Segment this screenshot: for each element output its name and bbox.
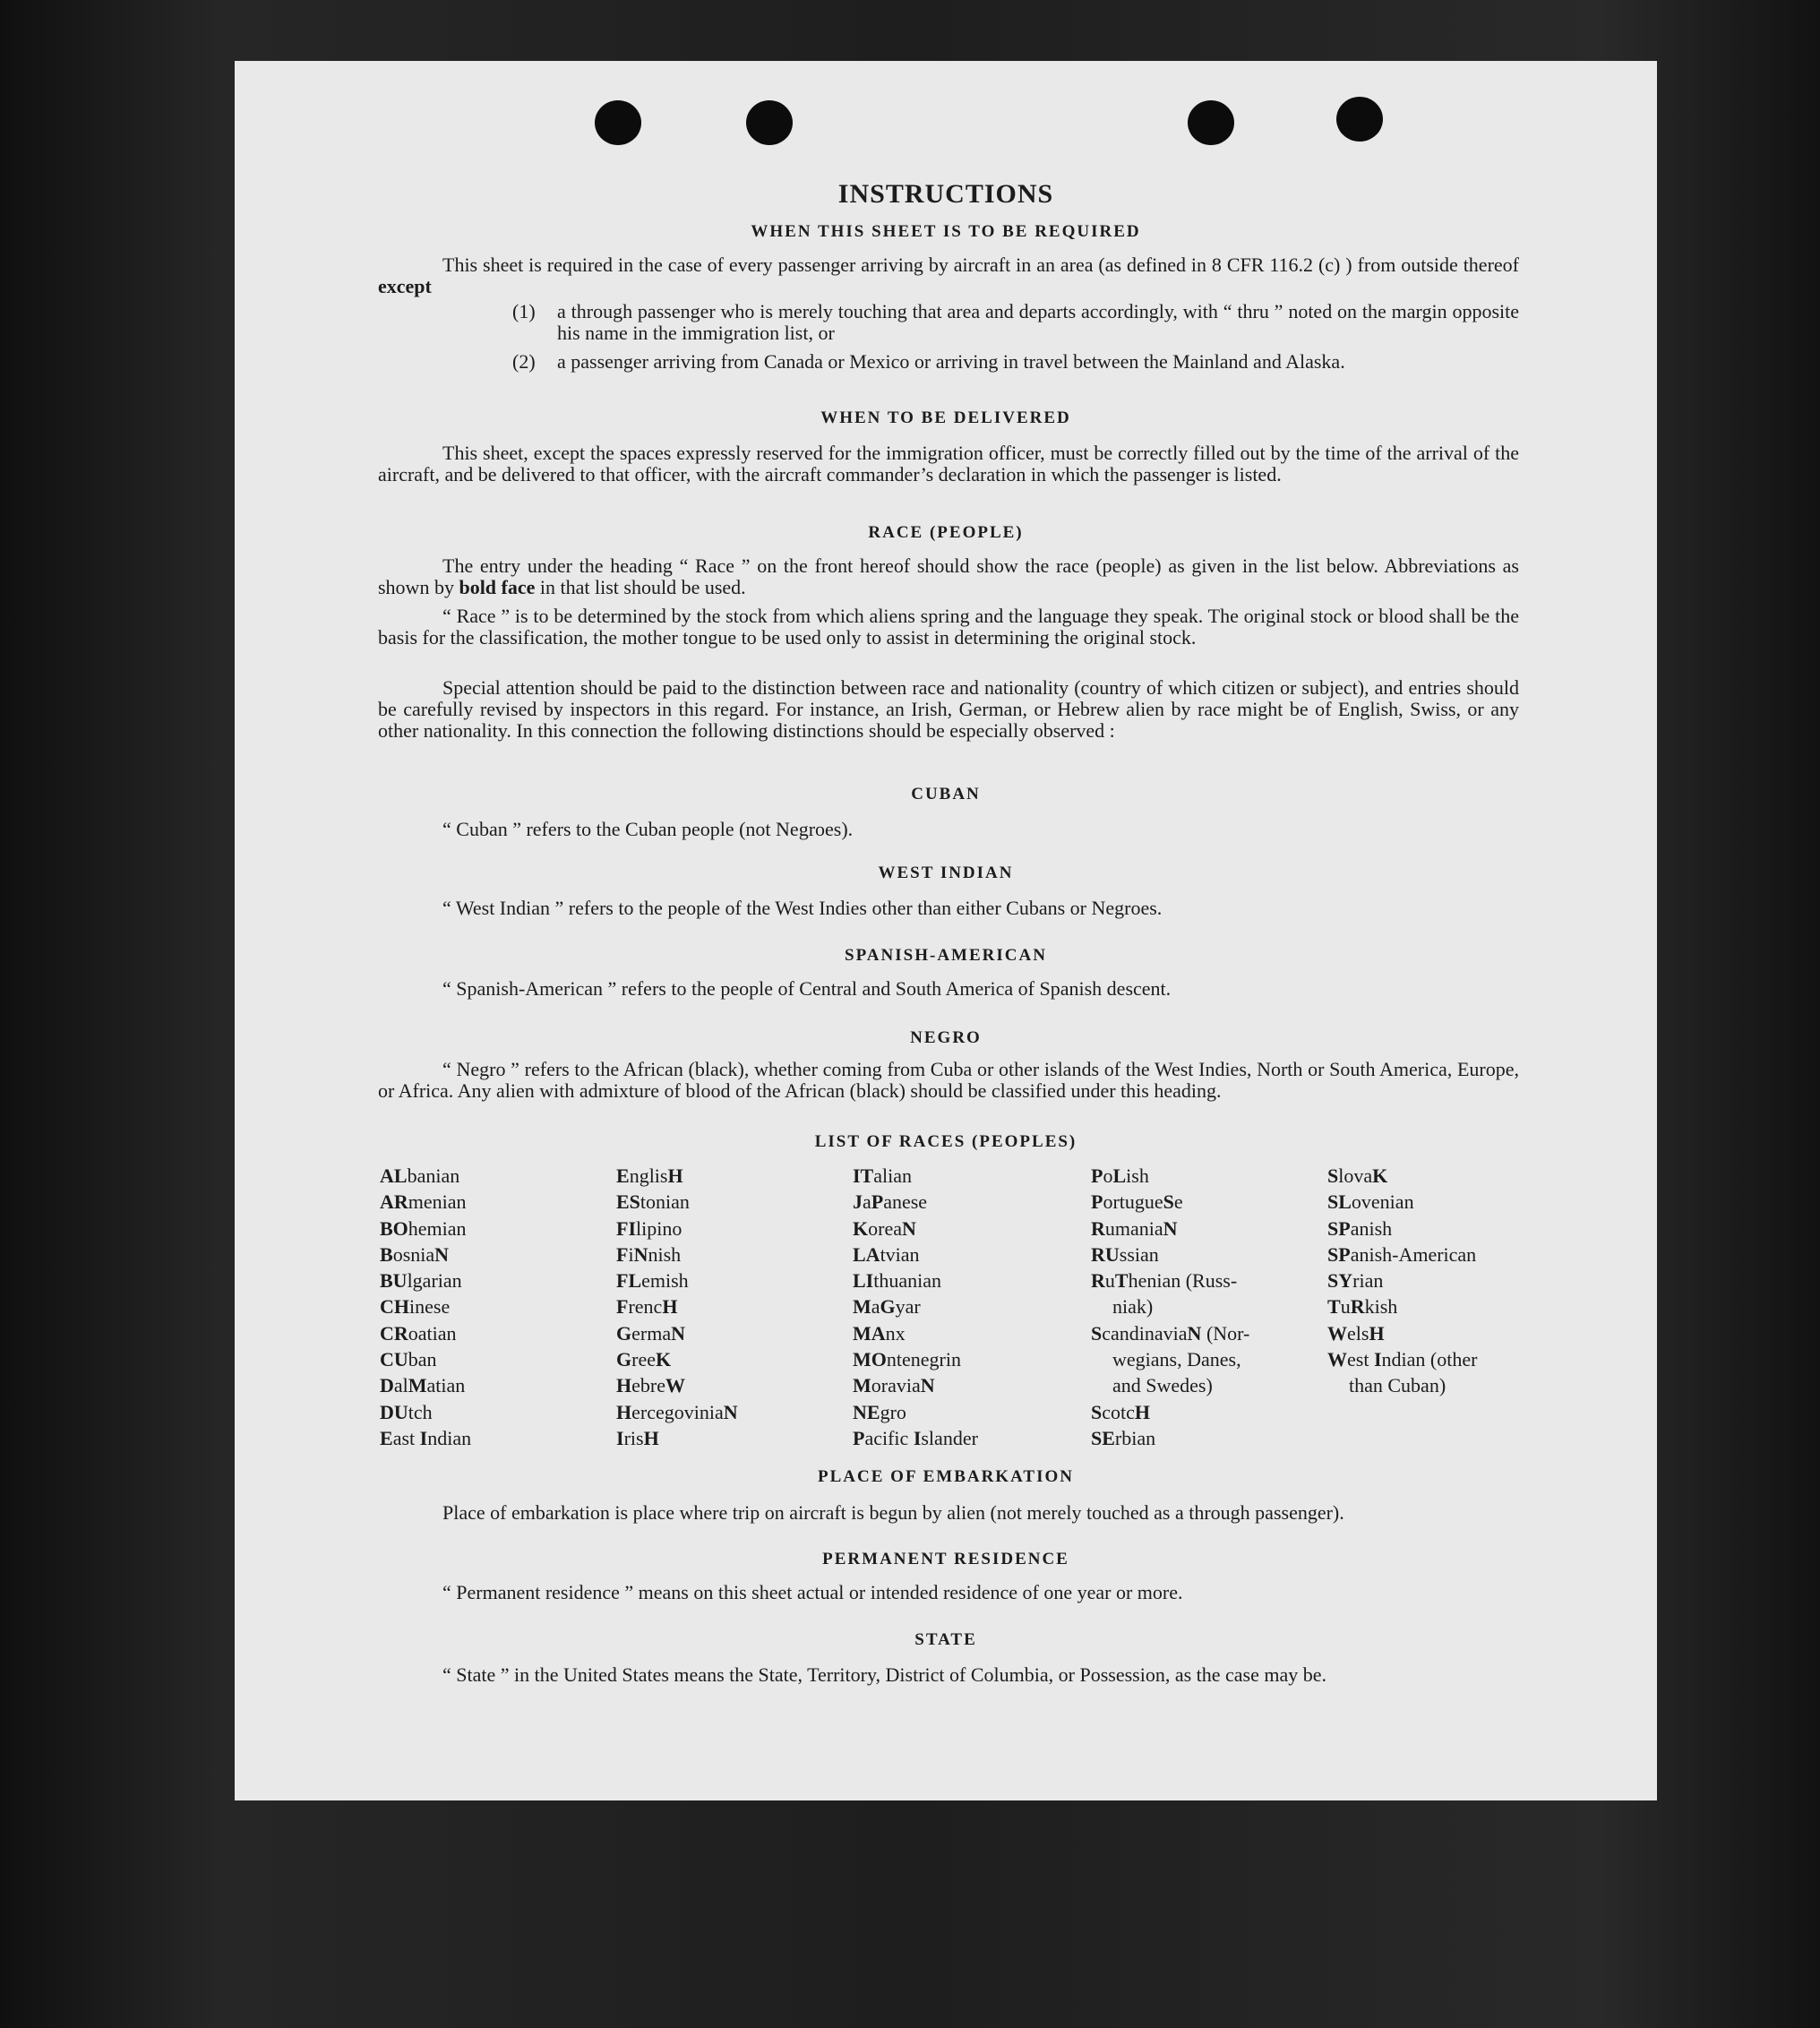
race-entry: ScotcH (1091, 1400, 1151, 1423)
race-entry: HebreW (616, 1374, 685, 1397)
section-heading-state: STATE (914, 1630, 977, 1649)
race-entry: BOhemian (380, 1216, 467, 1240)
list-of-races-heading: LIST OF RACES (PEOPLES) (814, 1132, 1077, 1151)
race-entry: GreeK (616, 1348, 672, 1371)
punch-hole (1336, 97, 1383, 142)
exception-item-1: (1) a through passenger who is merely touching that area and departs accordingly, with “ thru ” noted on the margin opposite his name in the immigration list, or (512, 300, 1519, 344)
race-entry: CHinese (380, 1295, 451, 1319)
race-entry: SlovaK (1327, 1164, 1388, 1187)
race-entry: FIlipino (616, 1216, 682, 1240)
page-title: INSTRUCTIONS (837, 179, 1054, 209)
race-paragraph-1: The entry under the heading “ Race ” on the front hereof should show the race (people) as given in the list below. Abbreviations as shown by bold face in that list should be used. (378, 554, 1519, 598)
races-column-1 (380, 1163, 471, 1451)
race-entry: ALbanian (380, 1164, 460, 1187)
race-entry: than Cuban) (1349, 1374, 1447, 1397)
race-entry: CUban (380, 1348, 437, 1371)
cuban-text: “ Cuban ” refers to the Cuban people (not Negroes). (442, 818, 854, 840)
race-entry: RuThenian (Russ- (1091, 1269, 1238, 1293)
section-heading-spanish-american: SPANISH-AMERICAN (845, 946, 1047, 965)
race-entry: EStonian (616, 1190, 690, 1214)
spanish-american-text: “ Spanish-American ” refers to the people of Central and South America of Spanish descent. (442, 977, 1172, 1000)
required-paragraph: This sheet is required in the case of every passenger arriving by aircraft in an area (as defined in 8 CFR 116.2 (c) ) from outside thereof except (378, 254, 1519, 297)
state-paragraph: “ State ” in the United States means the State, Territory, District of Columbia, or Possession, as the case may be. (442, 1663, 1327, 1686)
races-column-3 (853, 1163, 978, 1451)
race-entry: East Indian (380, 1426, 472, 1449)
race-entry: IrisH (616, 1426, 659, 1449)
residence-text: “ Permanent residence ” means on this sheet actual or intended residence of one year or more. (442, 1581, 1183, 1603)
punch-hole (1188, 100, 1234, 145)
race-entry: LIthuanian (853, 1269, 942, 1293)
races-column-2 (616, 1163, 738, 1451)
race-entry: ARmenian (380, 1190, 467, 1214)
punch-hole (746, 100, 793, 145)
section-heading-negro: NEGRO (910, 1028, 982, 1047)
race-entry: KoreaN (853, 1216, 916, 1240)
race-entry: wegians, Danes, (1112, 1348, 1241, 1371)
race-entry: TuRkish (1327, 1295, 1398, 1319)
race-entry: MoraviaN (853, 1374, 935, 1397)
section-heading-west-indian: WEST INDIAN (878, 864, 1014, 882)
section-heading-embarkation: PLACE OF EMBARKATION (818, 1467, 1074, 1486)
race-entry: FLemish (616, 1269, 689, 1293)
delivered-paragraph: This sheet, except the spaces expressly reserved for the immigration officer, must be correctly filled out by the time of the arrival of the aircraft, and be delivered to that officer, with the aircraft commander’s declaration in which the passenger is listed. (378, 442, 1519, 486)
race-entry: FrencH (616, 1295, 678, 1319)
instruction-sheet (235, 61, 1657, 1800)
race-entry: RumaniaN (1091, 1216, 1178, 1240)
race-entry: DalMatian (380, 1374, 466, 1397)
exception-item-2: (2) a passenger arriving from Canada or Mexico or arriving in travel between the Mainland and Alaska. (512, 350, 1345, 373)
race-paragraph-2: “ Race ” is to be determined by the stock from which aliens spring and the language they speak. The original stock or blood shall be the basis for the classification, the mother tongue to be used only to assist in determining the original stock. (378, 605, 1519, 649)
negro-paragraph: “ Negro ” refers to the African (black), whether coming from Cuba or other islands of the West Indies, North or South America, Europe, or Africa. Any alien with admixture of blood of the African (black) should be classified under this heading. (378, 1058, 1519, 1102)
race-entry: niak) (1112, 1295, 1154, 1319)
race-entry: SErbian (1091, 1426, 1156, 1449)
races-column-5 (1327, 1163, 1477, 1399)
west-indian-text: “ West Indian ” refers to the people of the West Indies other than either Cubans or Negroes. (442, 897, 1163, 919)
race-entry: WelsH (1327, 1321, 1385, 1345)
race-entry: SPanish-American (1327, 1242, 1477, 1266)
race-entry: PortugueSe (1091, 1190, 1183, 1214)
race-entry: MAnx (853, 1321, 906, 1345)
race-entry: SPanish (1327, 1216, 1393, 1240)
race-entry: SYrian (1327, 1269, 1384, 1293)
section-heading-required: WHEN THIS SHEET IS TO BE REQUIRED (751, 222, 1141, 241)
section-heading-cuban: CUBAN (911, 785, 981, 803)
embarkation-paragraph: Place of embarkation is place where trip on aircraft is begun by alien (not merely touched as a through passenger). (442, 1501, 1344, 1524)
race-entry: and Swedes) (1112, 1374, 1213, 1397)
section-heading-residence: PERMANENT RESIDENCE (822, 1550, 1069, 1568)
punch-hole (595, 100, 641, 145)
race-entry: HercegoviniaN (616, 1400, 738, 1423)
race-paragraph-3: Special attention should be paid to the distinction between race and nationality (country of which citizen or subject), and entries should be carefully revised by inspectors in this regard. For instance, an Irish, German, or Hebrew alien by race might be of English, Swiss, or any other nationality. In this connection the following distinctions should be especially observed : (378, 676, 1519, 742)
race-entry: NEgro (853, 1400, 906, 1423)
race-entry: FiNnish (616, 1242, 682, 1266)
race-entry: JaPanese (853, 1190, 928, 1214)
races-column-4 (1091, 1163, 1249, 1451)
race-entry: DUtch (380, 1400, 433, 1423)
race-entry: ScandinaviaN (Nor- (1091, 1321, 1250, 1345)
section-heading-delivered: WHEN TO BE DELIVERED (820, 408, 1071, 427)
race-entry: MOntenegrin (853, 1348, 961, 1371)
race-entry: BosniaN (380, 1242, 450, 1266)
race-entry: EnglisH (616, 1164, 683, 1187)
race-entry: Pacific Islander (853, 1426, 978, 1449)
race-entry: SLovenian (1327, 1190, 1414, 1214)
race-entry: LAtvian (853, 1242, 920, 1266)
race-entry: MaGyar (853, 1295, 921, 1319)
race-entry: West Indian (other (1327, 1348, 1478, 1371)
section-heading-race: RACE (PEOPLE) (868, 523, 1024, 542)
race-entry: GermaN (616, 1321, 685, 1345)
race-entry: CRoatian (380, 1321, 457, 1345)
race-entry: ITalian (853, 1164, 913, 1187)
race-entry: PoLish (1091, 1164, 1149, 1187)
race-entry: RUssian (1091, 1242, 1159, 1266)
race-entry: BUlgarian (380, 1269, 462, 1293)
